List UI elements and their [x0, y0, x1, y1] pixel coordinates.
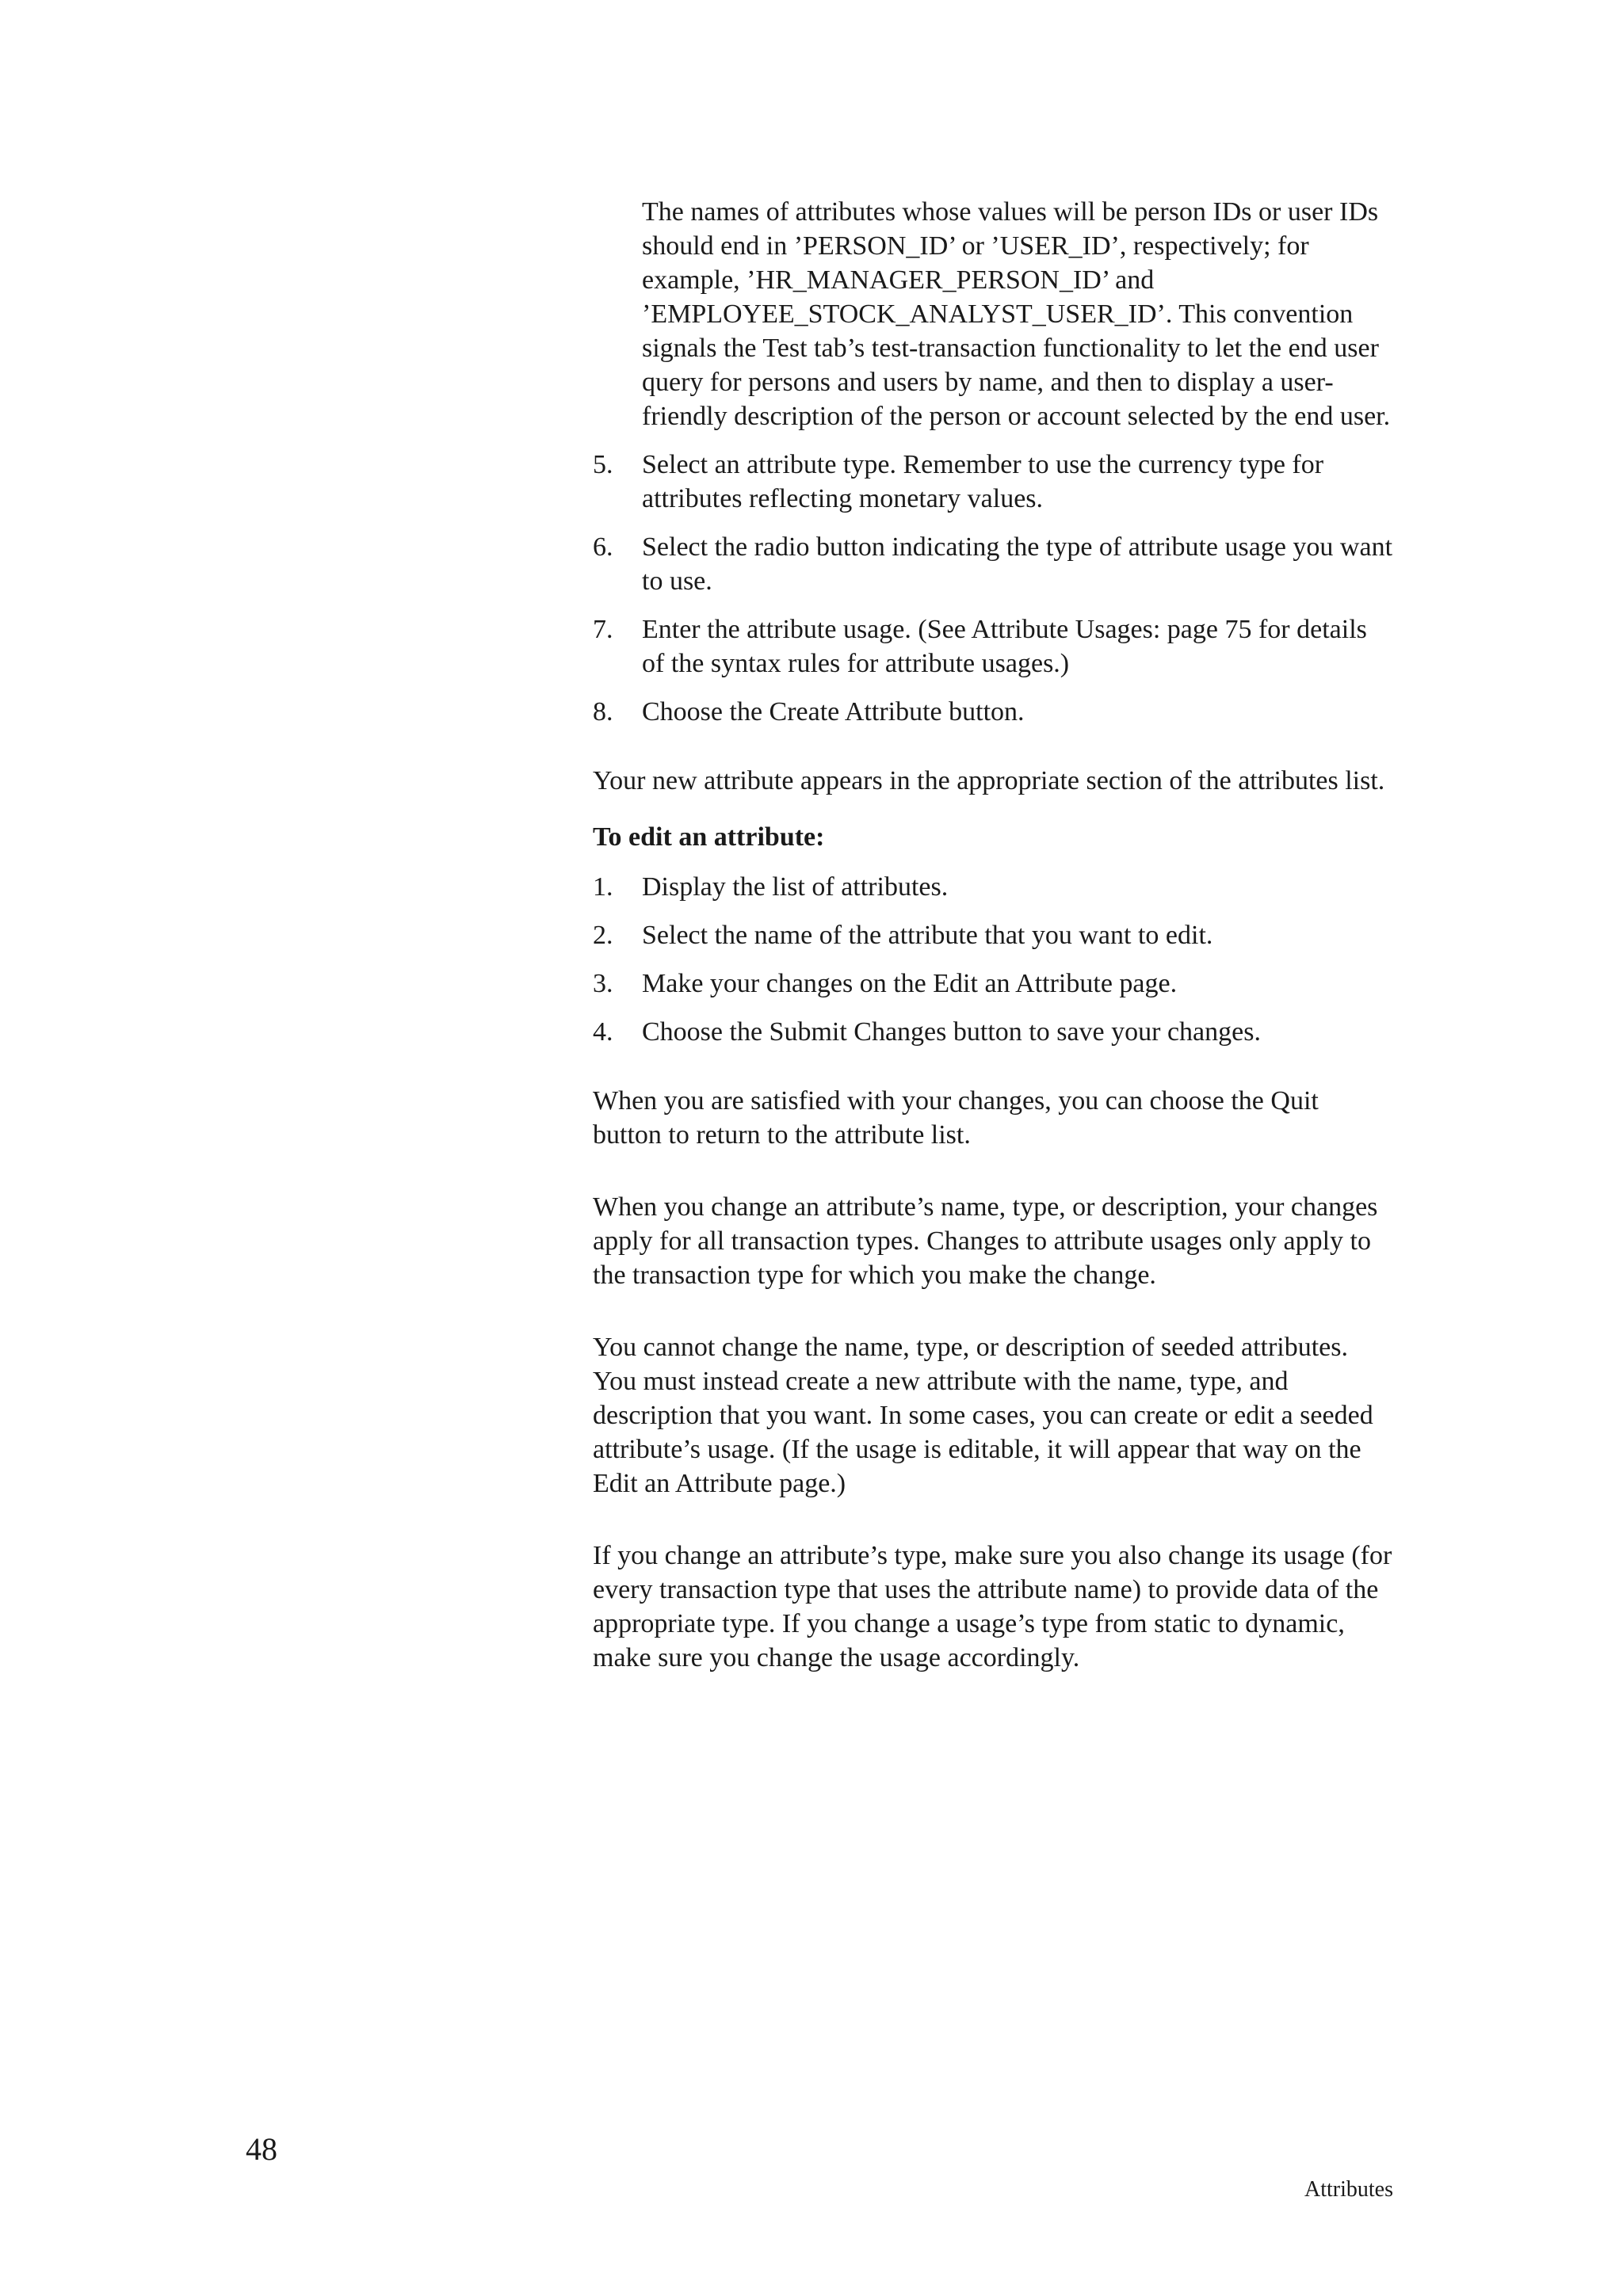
create-attribute-steps	[593, 448, 1393, 729]
step-number: 6.	[593, 532, 613, 562]
edit-attribute-heading: To edit an attribute:	[593, 822, 825, 852]
step-number: 1.	[593, 872, 613, 902]
after-create-paragraph: Your new attribute appears in the appropriate section of the attributes list.	[593, 766, 1385, 795]
step-number: 5.	[593, 450, 613, 479]
step-text: Select an attribute type. Remember to use the currency type for attributes reflecting monetary values.	[642, 450, 1324, 513]
paragraph: You cannot change the name, type, or description of seeded attributes. You must instead create a new attribute with the name, type, and description that you want. In some cases, you can create or edit a seeded attribute’s usage. (If the usage is editable, it will appear that way on the Edit an Attribute page.)	[593, 1333, 1373, 1498]
step-text: Select the radio button indicating the type of attribute usage you want to use.	[642, 532, 1393, 596]
step-number: 7.	[593, 615, 613, 644]
list-item	[593, 530, 1393, 598]
paragraph: When you are satisfied with your changes, you can choose the Quit button to return to the attribute list.	[593, 1086, 1319, 1150]
step-text: Enter the attribute usage. (See Attribute Usages: page 75 for details of the syntax rules for attribute usages.)	[642, 615, 1367, 678]
page-number: 48	[246, 2131, 277, 2167]
list-item	[593, 695, 1393, 729]
edit-attribute-steps	[593, 870, 1393, 1049]
step-number: 2.	[593, 921, 613, 950]
list-item	[593, 870, 1393, 904]
list-item	[593, 1015, 1393, 1049]
list-item	[593, 448, 1393, 516]
step-number: 3.	[593, 969, 613, 998]
paragraph: When you change an attribute’s name, type, or description, your changes apply for all transaction types. Changes to attribute usages only apply to the transaction type for which you make the change.	[593, 1192, 1378, 1290]
step-text: Choose the Create Attribute button.	[642, 697, 1025, 727]
paragraph: If you change an attribute’s type, make sure you also change its usage (for every transaction type that uses the attribute name) to provide data of the appropriate type. If you change a usage’s type from static to dynamic, make sure you change the usage accordingly.	[593, 1541, 1392, 1672]
footer-section-title: Attributes	[1304, 2177, 1393, 2202]
step-text: Make your changes on the Edit an Attribute page.	[642, 969, 1178, 998]
list-item	[593, 967, 1393, 1001]
step-text: Select the name of the attribute that you want to edit.	[642, 921, 1213, 950]
step-text: Choose the Submit Changes button to save your changes.	[642, 1017, 1261, 1047]
page-body	[593, 195, 1393, 1697]
continuation-paragraph: The names of attributes whose values will be person IDs or user IDs should end in ’PERSON_ID’ or ’USER_ID’, respectively; for example, ’HR_MANAGER_PERSON_ID’ and ’EMPLOYEE_STOCK_ANALYST_USER_ID’. This convention signals the Test tab’s test-transaction functionality to let the end user query for persons and users by name, and then to display a user-friendly description of the person or account selected by the end user.	[642, 197, 1391, 431]
list-item	[593, 612, 1393, 681]
step-number: 4.	[593, 1017, 613, 1047]
step-text: Display the list of attributes.	[642, 872, 949, 902]
step-number: 8.	[593, 697, 613, 727]
list-item	[593, 918, 1393, 952]
